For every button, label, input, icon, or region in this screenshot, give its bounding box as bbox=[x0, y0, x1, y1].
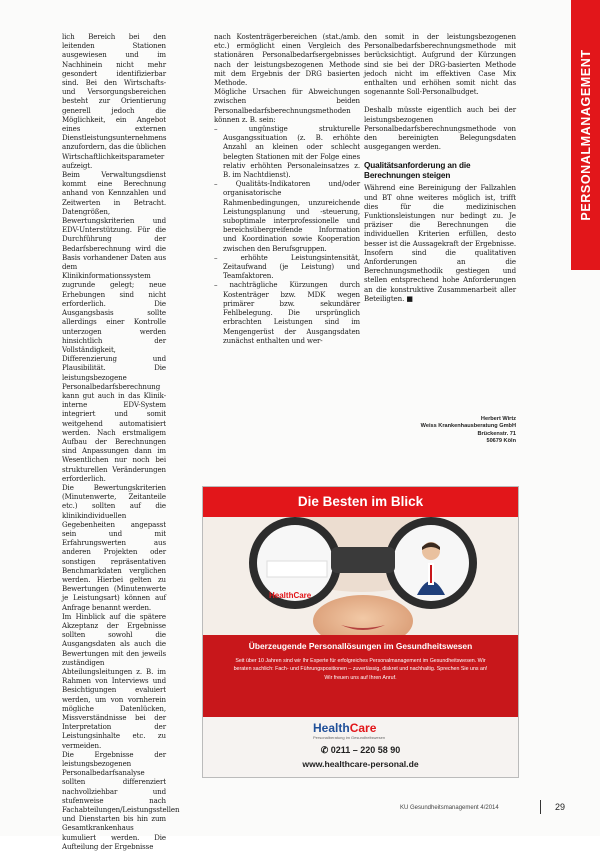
author-name: Herbert Wirtz bbox=[480, 416, 516, 422]
ad-photo-binoculars bbox=[203, 517, 518, 635]
ad-phone[interactable]: ✆ 0211 – 220 58 90 bbox=[320, 745, 401, 755]
paragraph: Deshalb müsste eigentlich auch bei der leistungsbezogenen Personalbedarfsberechnungsmethode von den bereinigten Belegungsdaten ausgegangen werden. bbox=[364, 105, 516, 152]
ad-band-text: Seit über 10 Jahren sind wir Ihr Experte für erfolgreiches Personalmanagement im Gesundheitswesen. Wir beraten sachlich: Fach- und Führungspositionen – zuverlässig, diskret und nachhaltig. Sprechen Sie uns an! Wir freuen uns auf Ihren Anruf. bbox=[233, 658, 488, 681]
paragraph: Die Ergebnisse der leistungsbezogenen Personalbedarfsanalyse sollten differenziert nachvollziehbar und stufenweise nach Fachabteilungen/Leistungsstellen und Dienstarten bis hin zum Gesamtkrankenhaus kumuliert werden. Die Aufteilung der Ergebnisse bbox=[62, 749, 180, 851]
advertisement[interactable] bbox=[202, 486, 519, 778]
ad-footer bbox=[203, 717, 518, 777]
author-org: Weiss Krankenhausberatung GmbH bbox=[420, 423, 516, 430]
bullet-item: – nachträgliche Kürzungen durch Kostenträger bzw. MDK wegen primärer bzw. sekundärer Fehlbelegung. Die ursprünglich erbrachten Leistungen sind im Mengengerüst der Ausgangsdaten zunächst enthalten und wer- bbox=[214, 280, 360, 345]
author-city: 50679 Köln bbox=[486, 438, 516, 445]
ad-band-title: Überzeugende Personallösungen im Gesundheitswesen bbox=[248, 641, 473, 651]
ad-headline: Die Besten im Blick bbox=[203, 487, 518, 517]
text-column-1 bbox=[62, 32, 180, 851]
paragraph: nach Kostenträgerbereichen (stat./amb. etc.) ermöglicht einen Vergleich des stationären Personalbedarfsergebnisses nach der leistungsbezogenen Methode mit dem Ergebnis der DRG basierten Methode. bbox=[214, 32, 360, 88]
footer-divider bbox=[540, 800, 541, 814]
paragraph: Die Bewertungskriterien (Minutenwerte, Zeitanteile etc.) sollten auf die klinikindividuellen Gegebenheiten angepasst sein und mit Erfahrungswerten aus anderen Projekten oder sonstigen repräsentativen Benchmarkdaten verglichen werden. Hierbei gelten zu Bewertungen (Minutenwerte je Leistungsart) können auf Anfrage benannt werden. bbox=[62, 482, 166, 612]
paragraph: den somit in der leistungsbezogenen Personalbedarfsberechnungsmethode mit berücksichtigt. Aufgrund der Kürzungen sind sie bei der DRG-basierten Methode jedoch nicht im effektiven Case Mix enthalten und erhöhen somit nicht das sogenannte Soll-Personalbudget. bbox=[364, 32, 516, 97]
ad-red-band bbox=[203, 635, 518, 717]
author-street: Brückenstr. 71 bbox=[477, 430, 516, 437]
paragraph: Mögliche Ursachen für Abweichungen zwischen beiden Personalbedarfsberechnungsmethoden können z. B. sein: bbox=[214, 87, 360, 124]
paragraph: lich Bereich bei den leitenden Stationen ausgewiesen und im Nachhinein nicht mehr gesondert identifizierbar sind. Bei den Wirtschafts- und Versorgungsbereichen besteht zur Orientierung generell jedoch die Möglichkeit, ein Angebot eines externen Dienstleistungsunternehmens anzufordern, das die üblichen Wirtschaftlichkeitsparameter aufzeigt. bbox=[62, 32, 167, 170]
author-signature bbox=[380, 416, 516, 446]
bullet-item: – erhöhte Leistungsintensität, Zeitaufwand (je Leistung) und Teamfaktoren. bbox=[214, 252, 360, 281]
bullet-item: – Qualitäts-Indikatoren und/oder organisatorische Rahmenbedingungen, unzureichende Leistungsplanung und -steuerung, suboptimale interprofessionelle und bereichsübergreifende Information und Koordination sowie Kooperation zwischen den Berufsgruppen. bbox=[214, 179, 360, 253]
text-column-2 bbox=[214, 32, 360, 345]
section-tab bbox=[571, 0, 600, 270]
page-footer: KU Gesundheitsmanagement 4/2014 bbox=[400, 805, 499, 811]
ad-website-link[interactable]: www.healthcare-personal.de bbox=[302, 759, 419, 769]
logo-subtitle: Personalberatung im Gesundheitswesen bbox=[313, 735, 386, 740]
healthcare-logo: HealthCare bbox=[313, 721, 377, 735]
paragraph: Während eine Bereinigung der Fallzahlen und BT ohne weiteres möglich ist, trifft dies für die medizinischen Funktionsleistungen nur bedingt zu. Je präziser die Berechnungen die individuellen Kriterien erfüllen, desto besser ist die Aussagekraft der Ergebnisse. Insofern sind die qualitativen Anforderungen an die Berechnungsmethodik gestiegen und stellen entsprechend hohe Anforderungen an die konstruktive Zusammenarbeit aller Beteiligten. ■ bbox=[364, 183, 516, 303]
section-tab-label: PERSONALMANAGEMENT bbox=[578, 49, 593, 221]
text-column-3 bbox=[364, 32, 516, 303]
bullet-item: – ungünstige strukturelle Ausgangssituation (z. B. erhöhte Anzahl an kleinen oder schlecht belegten Stationen mit der Folge eines relativ erhöhten Personaleinsatzes z. B. im Nachtdienst). bbox=[214, 124, 360, 180]
binoculars-illustration bbox=[203, 517, 518, 635]
paragraph: Im Hinblick auf die spätere Akzeptanz der Ergebnisse sollten sowohl die Ausgangsdaten als auch die Bewertungen mit den jeweils zuständigen Abteilungsleitungen z. B. im Rahmen von Interviews und Besichtigungen evaluiert werden, um von vornherein mögliche Datenlücken, Missverständnisse bei der Interpretation der Leistungsinhalte etc. zu vermeiden. bbox=[62, 611, 166, 750]
subheading: Qualitätsanforderung an die Berechnungen steigen bbox=[364, 161, 471, 181]
lens-brand-label: HealthCare bbox=[269, 591, 312, 600]
paragraph: Beim Verwaltungsdienst kommt eine Berechnung anhand von Kennzahlen und Zeitwerten in Betracht. Datengrößen, Bewertungskriterien und EDV-Unterstützung. Für die Durchführung der Bedarfsberechnung wird die Basis vorhandener Daten aus dem Klinikinformationssystem zugrunde gelegt; neue Erhebungen sind nicht erforderlich. Die Ausgangsbasis sollte allerdings einer Kontrolle unterzogen werden hinsichtlich der Vollständigkeit, Differenzierung und Plausibilität. Die leistungsbezogene Personalbedarfsberechnung kann gut auch in das Klinik-interne EDV-System integriert und somit weitgehend automatisiert werden. Nach erstmaligem Aufbau der Berechnungen sind Anpassungen dann im Wesentlichen nur noch bei strukturellen Veränderungen erforderlich. bbox=[62, 170, 166, 483]
page-number: 29 bbox=[555, 802, 566, 812]
